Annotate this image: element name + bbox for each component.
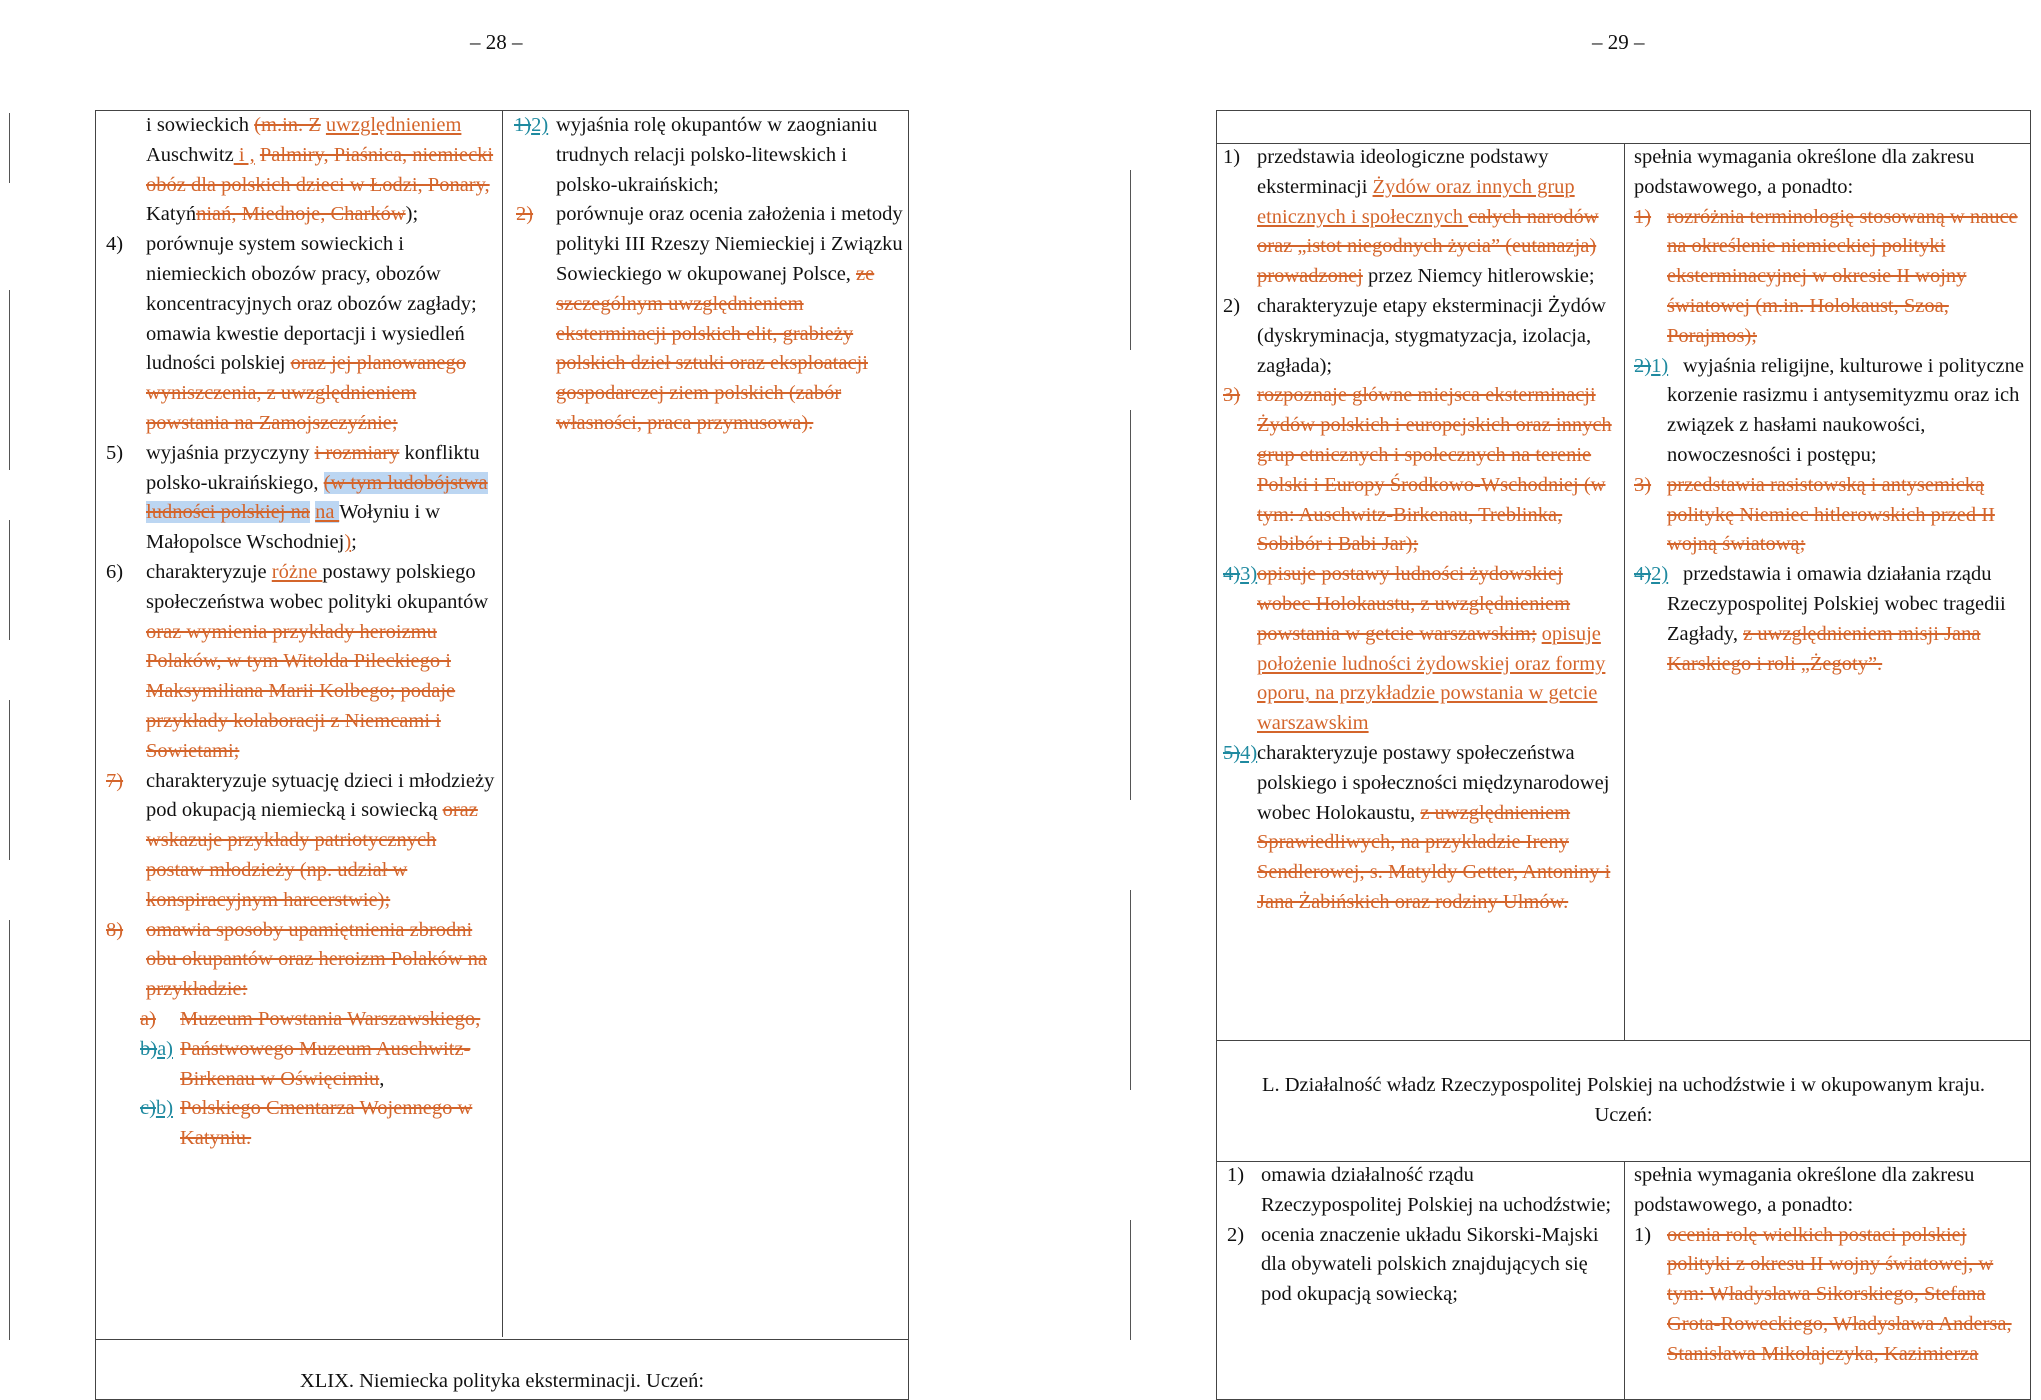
list-item: 1) ocenia rolę wielkich postaci polskiej polityki z okresu II wojny światowej, w tym: Władysława Sikorskiego, Stefana Grota-Roweckiego, Władysława Andersa, Stanisława Mikołajczyka, Kazimierza bbox=[1634, 1223, 2012, 1365]
list-item: 1) omawia działalność rządu Rzeczypospolitej Polskiej na uchodźstwie; bbox=[1227, 1164, 1612, 1216]
list-item: 1) przedstawia ideologiczne podstawy eksterminacji Żydów oraz innych grup etnicznych i społecznych całych narodów oraz „istot niegodnych życia” (eutanazja) prowadzonej przez Niemcy hitlerowskie; bbox=[1223, 146, 1599, 288]
left-basic-column bbox=[106, 111, 498, 1154]
column-divider bbox=[1624, 143, 1625, 1040]
change-bar bbox=[9, 113, 10, 183]
list-item: 3) rozpoznaje główne miejsca eksterminacji Żydów polskich i europejskich oraz innych grup etnicznych i społecznych na terenie Polski i Europy Środkowo-Wschodniej (w tym: Auschwitz-Birkenau, Treblinka, Sobibór i Babi Jar); bbox=[1223, 384, 1612, 556]
list-item: 4) porównuje system sowieckich i niemieckich obozów pracy, obozów koncentracyjnych oraz obozów zagłady; omawia kwestie deportacji i wysiedleń ludności polskiej oraz jej planowanego wyniszczenia, z uwzględnieniem powstania na Zamojszczyźnie; bbox=[106, 233, 477, 434]
list-item: i sowieckich (m.in. Z uwzględnieniem Auschwitz i , Palmiry, Piaśnica, niemiecki obóz dla polskich dzieci w Łodzi, Ponary, Katyńniań, Miednoje, Charków); bbox=[146, 114, 494, 226]
column-divider bbox=[1624, 1161, 1625, 1399]
list-item: 2) porównuje oraz ocenia założenia i metody polityki III Rzeszy Niemieckiej i Związku Sowieckiego w okupowanej Polsce, ze szczególnym uwzględnieniem eksterminacji polskich elit, grabieży polskich dzieł sztuki oraz eksploatacji gospodarczej ziem polskich (zabór własności, praca przymusowa). bbox=[516, 203, 903, 434]
list-item: 1)2) wyjaśnia rolę okupantów w zaognianiu trudnych relacji polsko-litewskich i polsko-ukraińskich; bbox=[514, 114, 878, 196]
list-item: 5) wyjaśnia przyczyny i rozmiary konfliktu polsko-ukraińskiego, (w tym ludobójstwa ludności polskiej na na Wołyniu i w Małopolsce Wschodniej); bbox=[106, 441, 488, 554]
row-divider bbox=[1217, 1040, 2030, 1041]
change-bar bbox=[9, 920, 10, 1340]
list-item: 4)2) przedstawia i omawia działania rządu Rzeczypospolitej Polskiej wobec tragedii Zagłady, z uwzględnieniem misji Jana Karskiego i roli „Żegoty”. bbox=[1634, 563, 2006, 675]
section-title-right: L. Działalność władz Rzeczypospolitej Polskiej na uchodźstwie i w okupowanym kraju. Uczeń: bbox=[1261, 1074, 1985, 1126]
right-extended-column bbox=[1634, 143, 2026, 679]
change-bar bbox=[9, 520, 10, 640]
intro-text: spełnia wymagania określone dla zakresu podstawowego, a ponadto: bbox=[1634, 1164, 1975, 1216]
right-extended-column-2 bbox=[1634, 1161, 2026, 1370]
section-title-left: XLIX. Niemiecka polityka eksterminacji. Uczeń: bbox=[299, 1370, 705, 1392]
right-basic-column bbox=[1223, 143, 1620, 918]
list-item: 2) charakteryzuje etapy eksterminacji Żydów (dyskryminacja, stygmatyzacja, izolacja, zagłada); bbox=[1223, 294, 1606, 377]
list-item: 5)4) charakteryzuje postawy społeczeństwa polskiego i społeczności międzynarodowej wobec Holokaustu, z uwzględnieniem Sprawiedliwych, na przykładzie Ireny Sendlerowej, s. Matyldy Getter, Antoniny i Jana Żabińskich oraz rodziny Ulmów. bbox=[1223, 741, 1611, 913]
change-bar bbox=[1130, 410, 1131, 800]
list-item: 1) rozróżnia terminologię stosowaną w nauce na określenie niemieckiej polityki eksterminacyjnej w okresie II wojny światowej (m.in. Holokaust, Szoa, Porajmos); bbox=[1634, 205, 2018, 347]
intro-text: spełnia wymagania określone dla zakresu podstawowego, a ponadto: bbox=[1634, 146, 1975, 198]
list-item: 2) ocenia znaczenie układu Sikorski-Majski dla obywateli polskich znajdujących się pod okupacją sowiecką; bbox=[1227, 1223, 1599, 1306]
change-bar bbox=[1130, 1220, 1131, 1340]
page-number-right: – 29 – bbox=[1592, 30, 1645, 54]
sub-item: c)b) Polskiego Cmentarza Wojennego w Katyniu. bbox=[140, 1097, 473, 1150]
change-bar bbox=[9, 700, 10, 860]
list-item: 7) charakteryzuje sytuację dzieci i młodzieży pod okupacją niemiecką i sowiecką oraz wskazuje przykłady patriotycznych postaw młodzieży (np. udział w konspiracyjnym harcerstwie); bbox=[106, 769, 495, 911]
table-right bbox=[1216, 110, 2031, 1400]
list-item: 3) przedstawia rasistowską i antysemicką politykę Niemiec hitlerowskich przed II wojną światową; bbox=[1634, 473, 1995, 556]
list-item: 6) charakteryzuje różne postawy polskiego społeczeństwa wobec polityki okupantów oraz wymienia przykłady heroizmu Polaków, w tym Witolda Pileckiego i Maksymiliana Marii Kolbego; podaje przykłady kolaboracji z Niemcami i Sowietami; bbox=[106, 560, 489, 762]
left-extended-column bbox=[514, 111, 906, 439]
sub-item: a) Muzeum Powstania Warszawskiego, bbox=[140, 1007, 481, 1030]
list-item: 8) omawia sposoby upamiętnienia zbrodni obu okupantów oraz heroizm Polaków na przykładzie: bbox=[106, 918, 488, 1001]
change-bar bbox=[9, 290, 10, 470]
right-basic-column-2 bbox=[1227, 1161, 1620, 1310]
list-item: 2)1) wyjaśnia religijne, kulturowe i polityczne korzenie rasizmu i antysemityzmu oraz ich związek z hasłami naukowości, nowoczesności i postępu; bbox=[1634, 354, 2025, 466]
column-divider bbox=[502, 111, 503, 1337]
change-bar bbox=[1130, 170, 1131, 350]
change-bar bbox=[1130, 890, 1131, 1090]
list-item: 4)3) opisuje postawy ludności żydowskiej wobec Holokaustu, z uwzględnieniem powstania w getcie warszawskim; opisuje położenie ludności żydowskiej oraz formy oporu, na przykładzie powstania w getcie warszawskim bbox=[1223, 563, 1606, 735]
table-left bbox=[95, 110, 909, 1400]
sub-item: b)a) Państwowego Muzeum Auschwitz-Birkenau w Oświęcimiu, bbox=[140, 1037, 471, 1090]
row-divider bbox=[96, 1339, 908, 1340]
page-number-left: – 28 – bbox=[470, 30, 523, 54]
